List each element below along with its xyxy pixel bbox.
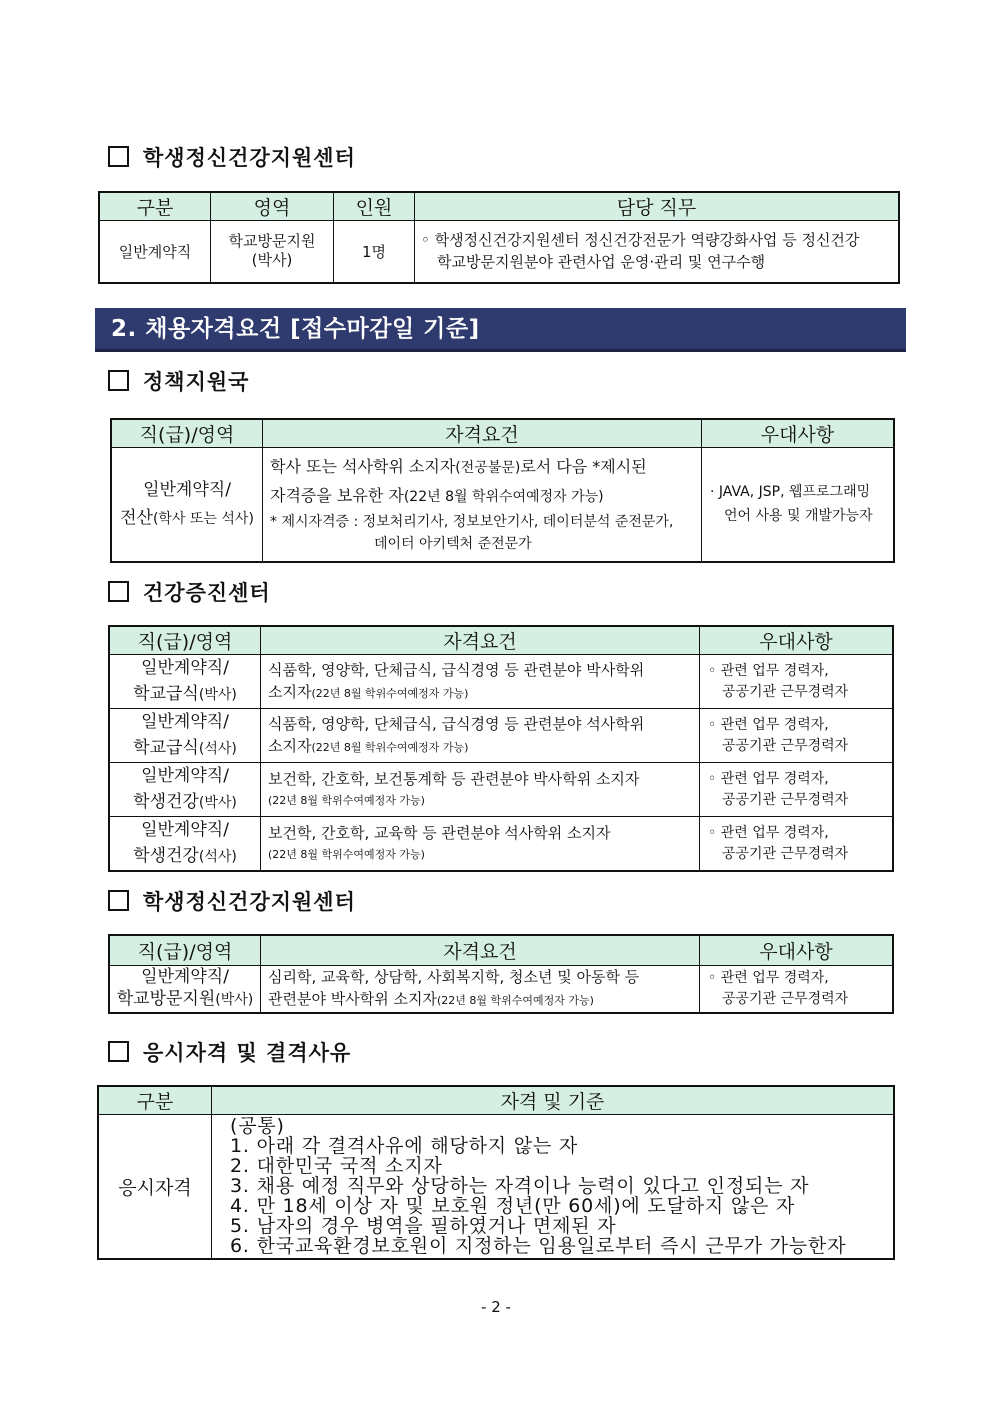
header-area: 영역 — [211, 192, 334, 221]
table-row — [109, 709, 893, 763]
cell-role: 일반계약직/ 학생건강(박사) — [109, 763, 261, 817]
table-policy-qualifications — [110, 418, 895, 563]
table-row — [109, 817, 893, 872]
header-count: 인원 — [334, 192, 415, 221]
cell-duty: ◦ 학생정신건강지원센터 정신건강전문가 역량강화사업 등 정신건강 학교방문지원분야 관련사업 운영·관리 및 연구수행 — [415, 221, 900, 283]
section-title-health-promotion: 건강증진센터 — [108, 577, 271, 607]
cell-requirements: 학사 또는 석사학위 소지자(전공불문)로서 다음 *제시된 자격증을 보유한 자(22년 8월 학위수여예정자 가능) * 제시자격증 : 정보처리기사, 정보보안기사, 데이터분석 준전문가, 데이터 아키텍처 준전문가 — [263, 448, 702, 562]
table-row — [109, 763, 893, 817]
list-item: 4. 만 18세 이상 자 및 보호원 정년(만 60세)에 도달하지 않은 자 — [230, 1195, 796, 1218]
header-preference: 우대사항 — [702, 419, 895, 448]
cell-role: 일반계약직/ 전산(학사 또는 석사) — [111, 448, 263, 562]
checkbox-square-icon — [108, 1041, 129, 1062]
cell-requirements: 보건학, 간호학, 보건통계학 등 관련분야 박사학위 소지자 (22년 8월 학위수여예정자 가능) — [261, 763, 700, 817]
cell-preference: ◦ 관련 업무 경력자, 공공기관 근무경력자 — [700, 655, 894, 709]
list-item: 3. 채용 예정 직무와 상당하는 자격이나 능력이 있다고 인정되는 자 — [230, 1175, 810, 1198]
header-requirements: 자격요건 — [261, 935, 700, 965]
section-banner: 2. 채용자격요건 [접수마감일 기준] — [95, 308, 906, 352]
cell-role: 일반계약직/ 학교급식(석사) — [109, 709, 261, 763]
header-criteria: 자격 및 기준 — [212, 1086, 895, 1115]
header-role: 직(급)/영역 — [109, 626, 261, 655]
header-preference: 우대사항 — [700, 626, 894, 655]
cell-role: 일반계약직/ 학교급식(박사) — [109, 655, 261, 709]
cell-preference: ◦ 관련 업무 경력자, 공공기관 근무경력자 — [700, 965, 894, 1013]
cell-requirements: 식품학, 영양학, 단체급식, 급식경영 등 관련분야 석사학위 소지자(22년 8월 학위수여예정자 가능) — [261, 709, 700, 763]
header-category: 구분 — [99, 192, 211, 221]
list-item: 5. 남자의 경우 병역을 필하였거나 면제된 자 — [230, 1215, 617, 1238]
table-mental-health-qualifications — [108, 934, 894, 1014]
checkbox-square-icon — [108, 581, 129, 602]
cell-preference: ◦ 관련 업무 경력자, 공공기관 근무경력자 — [700, 817, 894, 872]
cell-requirements: 심리학, 교육학, 상담학, 사회복지학, 청소년 및 아동학 등 관련분야 박사학위 소지자(22년 8월 학위수여예정자 가능) — [261, 965, 700, 1013]
cell-requirements: 보건학, 간호학, 교육학 등 관련분야 석사학위 소지자 (22년 8월 학위수여예정자 가능) — [261, 817, 700, 872]
cell-preference: · JAVA, JSP, 웹프로그래밍 언어 사용 및 개발가능자 — [702, 448, 895, 562]
cell-requirements: 식품학, 영양학, 단체급식, 급식경영 등 관련분야 박사학위 소지자(22년 8월 학위수여예정자 가능) — [261, 655, 700, 709]
header-role: 직(급)/영역 — [111, 419, 263, 448]
header-category: 구분 — [98, 1086, 212, 1115]
table-health-promotion — [108, 625, 894, 872]
header-role: 직(급)/영역 — [109, 935, 261, 965]
section-title-mental-health-1: 학생정신건강지원센터 — [108, 142, 356, 172]
checkbox-square-icon — [108, 146, 129, 167]
header-requirements: 자격요건 — [263, 419, 702, 448]
section-title-policy: 정책지원국 — [108, 366, 249, 396]
cell-eligibility-label: 응시자격 — [98, 1115, 212, 1259]
header-preference: 우대사항 — [700, 935, 894, 965]
cell-area: 학교방문지원 (박사) — [211, 221, 334, 283]
checkbox-square-icon — [108, 890, 129, 911]
section-title-mental-health-2: 학생정신건강지원센터 — [108, 886, 356, 916]
list-item: 2. 대한민국 국적 소지자 — [230, 1155, 443, 1178]
table-mental-health-duty — [98, 191, 900, 284]
cell-eligibility-criteria — [212, 1115, 895, 1259]
checkbox-square-icon — [108, 370, 129, 391]
cell-preference: ◦ 관련 업무 경력자, 공공기관 근무경력자 — [700, 709, 894, 763]
list-item: (공통) — [230, 1115, 285, 1138]
header-requirements: 자격요건 — [261, 626, 700, 655]
cell-type: 일반계약직 — [99, 221, 211, 283]
cell-role: 일반계약직/ 학교방문지원(박사) — [109, 965, 261, 1013]
section-title-eligibility: 응시자격 및 결격사유 — [108, 1037, 351, 1067]
table-eligibility — [97, 1085, 895, 1260]
cell-preference: ◦ 관련 업무 경력자, 공공기관 근무경력자 — [700, 763, 894, 817]
list-item: 6. 한국교육환경보호원이 지정하는 임용일로부터 즉시 근무가 가능한자 — [230, 1235, 847, 1258]
cell-role: 일반계약직/ 학생건강(석사) — [109, 817, 261, 872]
page-number: - 2 - — [481, 1298, 511, 1316]
header-duty: 담당 직무 — [415, 192, 900, 221]
table-row — [109, 655, 893, 709]
cell-count: 1명 — [334, 221, 415, 283]
list-item: 1. 아래 각 결격사유에 해당하지 않는 자 — [230, 1135, 579, 1158]
